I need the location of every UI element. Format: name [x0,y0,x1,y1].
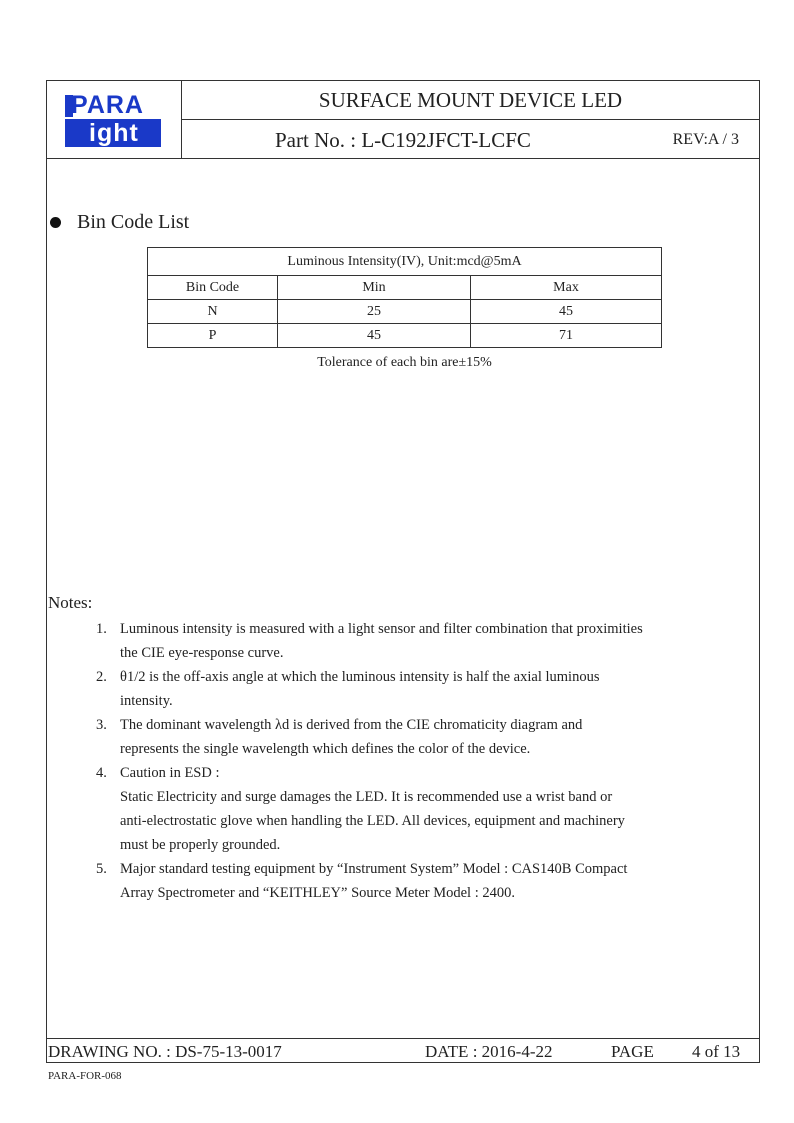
section-title: Bin Code List [77,211,190,233]
note-line: intensity. [120,693,173,709]
table-cell: N [148,300,278,324]
note-number: 1. [96,621,107,637]
note-line: the CIE eye-response curve. [120,645,284,661]
revision: REV:A / 3 [672,131,739,148]
logo-ight-text: ight [89,119,139,147]
table-cell: P [148,324,278,348]
note-line: Static Electricity and surge damages the LED. It is recommended use a wrist band or [120,789,613,805]
table-row [148,300,662,324]
bin-code-table [147,247,662,348]
notes-list [96,617,702,905]
tolerance-note: Tolerance of each bin are±15% [317,355,492,370]
note-line: anti-electrostatic glove when handling the LED. All devices, equipment and machinery [120,813,625,829]
note-item [96,761,702,857]
note-number: 2. [96,669,107,685]
note-line: The dominant wavelength λd is derived from the CIE chromaticity diagram and [120,717,583,733]
note-number: 4. [96,765,107,781]
note-item [96,857,702,905]
table-cell: 45 [278,324,471,348]
column-header: Min [278,276,471,300]
document-date: DATE : 2016-4-22 [425,1042,553,1061]
para-light-logo [65,91,161,147]
form-number: PARA-FOR-068 [48,1070,122,1082]
logo-para-text: PARA [71,91,144,119]
note-line: Luminous intensity is measured with a light sensor and filter combination that proximities [120,621,643,637]
note-item [96,665,702,713]
part-number: Part No. : L-C192JFCT-LCFC [275,128,531,152]
page-number: 4 of 13 [692,1042,741,1061]
note-line: must be properly grounded. [120,837,281,853]
drawing-number: DRAWING NO. : DS-75-13-0017 [48,1042,282,1061]
page-label: PAGE [611,1042,654,1061]
note-number: 5. [96,861,107,877]
table-cell: 71 [471,324,662,348]
table-cell: 25 [278,300,471,324]
notes-title: Notes: [48,593,93,612]
note-line: θ1/2 is the off-axis angle at which the luminous intensity is half the axial luminous [120,669,600,685]
column-header: Max [471,276,662,300]
note-number: 3. [96,717,107,733]
section-heading [50,211,189,234]
note-line: represents the single wavelength which defines the color of the device. [120,741,531,757]
note-line: Array Spectrometer and “KEITHLEY” Source Meter Model : 2400. [120,885,515,901]
footer [46,1038,760,1063]
note-item [96,617,702,665]
bullet-icon [50,217,61,228]
document-title: SURFACE MOUNT DEVICE LED [182,81,759,120]
column-header: Bin Code [148,276,278,300]
note-line: Major standard testing equipment by “Instrument System” Model : CAS140B Compact [120,861,628,877]
part-number-row [182,120,759,159]
table-row [148,324,662,348]
logo-ight-box [65,119,161,147]
note-line: Caution in ESD : [120,765,220,781]
logo-cell [47,81,182,159]
table-caption: Luminous Intensity(IV), Unit:mcd@5mA [148,248,662,276]
table-cell: 45 [471,300,662,324]
note-item [96,713,702,761]
